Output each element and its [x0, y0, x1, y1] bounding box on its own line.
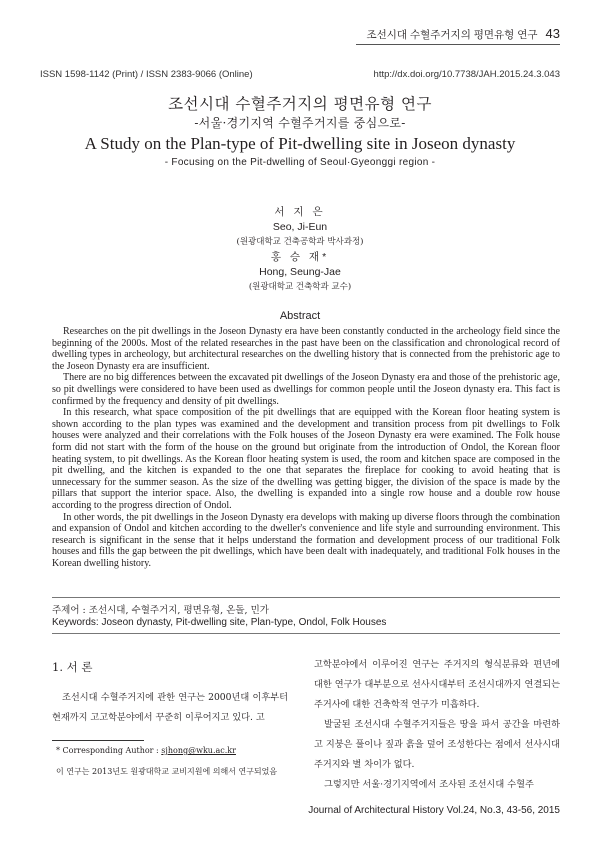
journal-footer: Journal of Architectural History Vol.24, No.3, 43-56, 2015 — [308, 805, 560, 816]
page-number: 43 — [545, 26, 560, 41]
abstract-paragraph: In this research, what space composition of the pit dwellings that are equipped with the Korean floor heating system is shown according to the plan types was examined and the development and transition process from pit dwellings to Folk houses were analyzed and their correlations with the Folk houses of the Joseon Dynasty era were examined. The Folk house form did not start with the form of the house on the ground but originate from the introduction of Ondol, the Korean floor heating system, to pit dwellings. As the Korean floor heating system is used, the room and kitchen space are composed in the pit dwelling, and the kitchen is expanded to the one that separates the fireplace for cooking to avoid heating that is unnecessary for the summer season. As the size of the dwelling was getting bigger, the division of the space is made by the pillars that support the interior space. Also, the dwelling is expanded into a single row house and a double row house according to the progress direction of Ondol. — [52, 407, 560, 511]
abstract-paragraph: Researches on the pit dwellings in the Joseon Dynasty era have been constantly conducted in the archeology field since the beginning of the 2000s. Most of the related researches in the past have been on the classification and chronological record of dwelling types in archeology, but architectural researches on the dwelling history that is connected from the prehistoric age to the Joseon Dynasty era are insufficient. — [52, 326, 560, 372]
section-heading: 1. 서 론 — [52, 660, 93, 674]
english-keywords: Keywords: Joseon dynasty, Pit-dwelling site, Plan-type, Ondol, Folk Houses — [52, 617, 387, 628]
author-korean-name: 홍 승 재* — [270, 251, 330, 263]
keywords-bottom-rule — [52, 633, 560, 634]
body-paragraph: 고학분야에서 이루어진 연구는 주거지의 형식분류와 편년에 대한 연구가 대부분으로 선사시대부터 조선시대까지 연결되는 주거사에 대한 건축학적 연구가 미흡하다. — [314, 659, 560, 710]
author-affiliation: (원광대학교 건축학과 교수) — [248, 282, 352, 292]
issn-line: ISSN 1598-1142 (Print) / ISSN 2383-9066 (Online) — [40, 69, 253, 80]
author-english-name: Hong, Seung-Jae — [259, 266, 341, 278]
running-header-title: 조선시대 수혈주거지의 평면유형 연구 — [366, 29, 538, 41]
author-korean-name: 서 지 은 — [274, 206, 326, 218]
doi-link[interactable]: http://dx.doi.org/10.7738/JAH.2015.24.3.043 — [373, 69, 560, 80]
abstract-paragraph: There are no big differences between the excavated pit dwellings of the Joseon Dynasty era and those of the prehistoric age, so pit dwellings were considered to have been used as dwellings for common people until the Joseon dynasty era. This fact is confirmed by the frequency and density of pit dwellings. — [52, 372, 560, 407]
author-english-name: Seo, Ji-Eun — [272, 221, 328, 233]
korean-subtitle: -서울·경기지역 수혈주거지를 중심으로- — [194, 116, 406, 130]
author-block — [40, 205, 560, 295]
funding-note: 이 연구는 2013년도 원광대학교 교비지원에 의해서 연구되었음 — [56, 767, 278, 776]
abstract-heading: Abstract — [279, 310, 321, 322]
left-column-text — [52, 688, 288, 728]
abstract-body — [52, 326, 560, 569]
corresponding-author-note — [56, 746, 236, 755]
title-block — [40, 94, 560, 171]
body-paragraph: 발굴된 조선시대 수혈주거지들은 땅을 파서 공간을 마련하고 지붕은 풀이나 짚과 흙을 덮어 조성한다는 점에서 선사시대 주거지와 별 차이가 없다. — [314, 719, 560, 770]
abstract-paragraph: In other words, the pit dwellings in the Joseon Dynasty era develops with making up diverse floors through the combination and expansion of Ondol and kitchen according to the dweller's convenience and life style and surrounding environment. This research is significant in the sense that it helps understand the formation and development process of our traditional Folk houses and fills the gap between the pit dwellings, which have been dealt with inadequately, and traditional Folk houses in the Korean dwelling history. — [52, 511, 560, 569]
body-paragraph: 그렇지만 서울·경기지역에서 조사된 조선시대 수혈주 — [324, 779, 534, 790]
header-rule — [356, 44, 560, 45]
corresponding-author-label: * Corresponding Author : — [56, 746, 162, 755]
author-affiliation: (원광대학교 건축공학과 박사과정) — [236, 237, 364, 247]
running-header — [366, 26, 560, 42]
english-title: A Study on the Plan-type of Pit-dwelling site in Joseon dynasty — [84, 134, 516, 153]
english-subtitle: - Focusing on the Pit-dwelling of Seoul·Gyeonggi region - — [164, 157, 436, 168]
korean-title: 조선시대 수혈주거지의 평면유형 연구 — [168, 95, 432, 113]
right-column-text — [314, 655, 560, 795]
body-paragraph: 조선시대 수혈주거지에 관한 연구는 2000년대 이후부터 현재까지 고고학분야에서 꾸준히 이루어지고 있다. 고 — [52, 692, 288, 723]
author-email-link[interactable]: sjhong@wku.ac.kr — [161, 746, 236, 755]
footnote-rule — [52, 740, 144, 741]
korean-keywords: 주제어 : 조선시대, 수혈주거지, 평면유형, 온돌, 민가 — [52, 605, 269, 616]
keywords-top-rule — [52, 597, 560, 598]
